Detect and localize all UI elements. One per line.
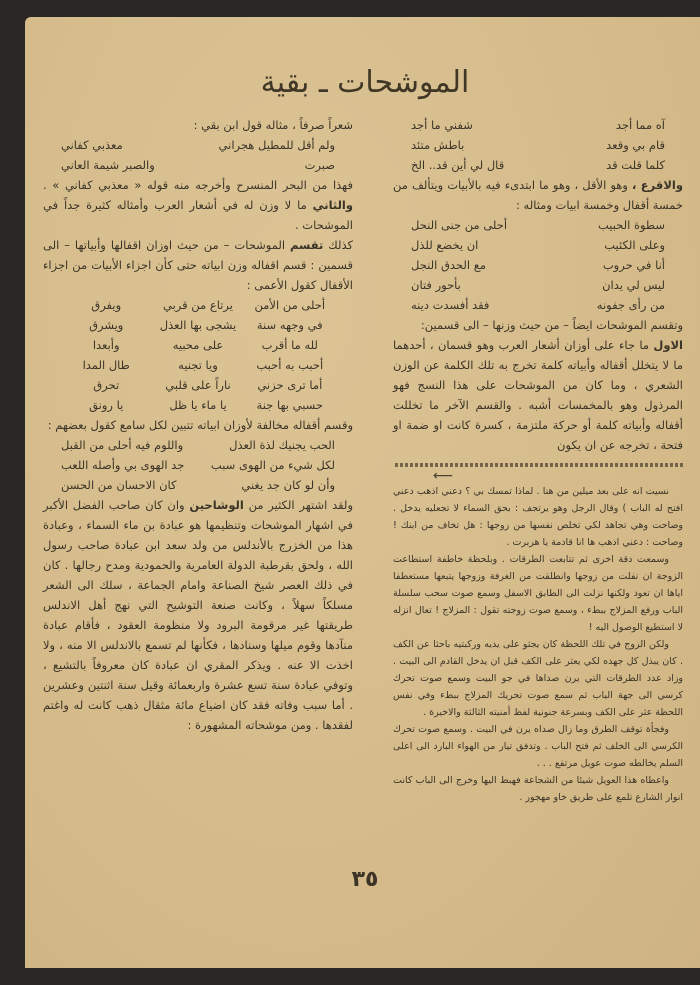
- verse-line: وعلى الكئيب ان يخضع للذل: [411, 238, 665, 252]
- paragraph: ولقد اشتهر الكثير من الوشاحين وان كان صاحب الفضل الأكبر في اشهار الموشحات وتنظيمها هو عبادة بن ماء السماء ، وعبادة هذا من الخزرج بالأندلس من ولد سعد ابن عبادة صاحب رسول الله ، ولحق بقرطبة الدولة العامرية والحمودية ومدح رجالها . كان في ذلك العصر شيخ الصناعة وامام الجماعة ، سلك الى الشعر مسلكاً سهلاً ، وكانت صنعة التوشيح التي نهج أهل الاندلس طريقتها غير مرقومة البرود ولا منظومة العقود ، فأقام عبادة منآدها وقوم ميلها وسنادها ، فكأنها لم تسمع بالاندلس الا منه ، ولا اخذت الا عنه . ويذكر المقري ان عبادة كان معروفاً بالتشيع ، وتوفي عبادة سنة تسع عشرة واربعمائة وقيل سنة اثنتين وعشرين . أما سبب وفاته فقد كان اضياع مائة مثقال ذهب كانت له واغتم لفقدها . ومن موشحاته المشهورة :: [43, 498, 353, 732]
- poem-excerpt-3: [43, 135, 353, 175]
- paragraph: وتقسم الموشحات ايضاً – من حيث وزنها – الى قسمين:: [420, 318, 683, 332]
- poem-excerpt-5: [43, 435, 353, 495]
- left-column: [43, 115, 353, 735]
- verse-line: قام بي وقعد باطش متئد: [411, 138, 665, 152]
- verse-line: أحلى من الأمن يرتاع من قربي ويفرق: [91, 298, 326, 312]
- poem-excerpt-4: [43, 295, 353, 415]
- verse-line: أنا في حروب مع الحدق النجل: [411, 258, 665, 272]
- continued-story: [393, 483, 683, 806]
- paragraph: شعراً صرفاً ، مثاله قول ابن بقي :: [193, 118, 353, 132]
- story-paragraph: وسمعت دقة اخرى ثم تتابعت الطرقات . وبلحظة خاطفة استطاعت الزوجة ان تفلت من زوجها وانطلقت من الغرفة وزوجها يتبعها مستعطفا اياها ان تعود ولكنها نزلت الى الطابق الاسفل وسمع صوت سحب سلسلة الباب ورفع المزلاج ببطء ، وسمع صوت زوجته تقول : المزلاج ! تعال انزله لا استطيع الوصول اليه !: [393, 554, 683, 633]
- paragraph: والاقرع ، وهو الأقل ، وهو ما ابتدىء فيه بالأبيات ويتألف من خمسة أقفال وخمسة ابيات ومثاله :: [393, 178, 683, 212]
- section-divider: [393, 463, 683, 467]
- verse-line: لله ما أقرب على محبيه وأبعدا: [92, 338, 318, 352]
- verse-line: الحب يجنيك لذة العذل واللوم فيه أحلى من القبل: [61, 438, 335, 452]
- verse-line: ولم أقل للمطيل هجراني معذبي كفاني: [61, 138, 335, 152]
- story-paragraph: نسيت انه على بعد ميلين من هنا . لماذا تمسك بي ؟ دعني اذهب دعني افتح له الباب ) وقال الرجل وهو يرتجف : بحق السماء لا تجعليه يدخل . وصاحت وهي تجاهد لكي تخلص نفسها من زوجها : هل تخاف من ابنك ! وصاحت : دعني اذهب ها انا قادمة يا هربرت .: [393, 486, 683, 548]
- right-column: [393, 115, 683, 806]
- verse-line: كلما قلت قد قال لي أين قد.. الخ: [411, 158, 665, 172]
- poem-excerpt-2: [393, 215, 683, 315]
- verse-line: لكل شيء من الهوى سبب جد الهوى بي وأصله اللعب: [61, 458, 335, 472]
- verse-line: أما ترى حزني ناراً على قلبي تحرق: [93, 378, 323, 392]
- verse-line: حسبي بها جنة يا ماء يا ظل يا رونق: [89, 398, 324, 412]
- verse-line: سطوة الحبيب أحلى من جنى النحل: [411, 218, 665, 232]
- story-paragraph: وفجأة توقف الطرق وما زال صداه يرن في البيت . وسمع صوت تحرك الكرسي الى الخلف ثم فتح الباب . وتدفق تيار من الهواء البارد الى اعلى السلم يخالطه صوت عويل مرتفع . . .: [393, 724, 683, 769]
- paragraph: الاول ما جاء على أوزان أشعار العرب وهو قسمان ، أحدهما ما لا يتخلل أقفاله وأبياته كلمة تخرج به تلك الكلمة عن الوزن الشعري ، وما كان من الموشحات على هذا النسج فهو المرذول وهو بالمخمسات أشبه . والقسم الآخر ما تخللت أقفاله وأبياته كلمة أو حركة ملتزمة ، كسرة كانت او ضمة او فتحة ، تخرجه عن ان يكون: [393, 338, 683, 452]
- verse-line: صبرت والصبر شيمة العاني: [61, 158, 335, 172]
- verse-line: آه مما أجد شفني ما أجد: [411, 118, 665, 132]
- verse-line: في وجهه سنة يشجى بها العذل ويشرق: [89, 318, 323, 332]
- verse-line: من رأى جفونه فقد أفسدت دينه: [411, 298, 665, 312]
- page-number: ٣٥: [351, 867, 379, 892]
- verse-line: وأن لو كان جد يغني كان الاحسان من الحسن: [61, 478, 335, 492]
- continued-arrow-icon: ⟵: [433, 468, 454, 484]
- magazine-page: [25, 17, 700, 968]
- verse-line: ليس لي يدان بأحور فتان: [411, 278, 665, 292]
- verse-line: أحبب به أحبب ويا تجنيه طال المدا: [82, 358, 324, 372]
- story-paragraph: واعطاه هذا العويل شيئا من الشجاعة فهبط اليها وخرج الى الباب كانت انوار الشارع تلمع على طريق خاو مهجور .: [393, 775, 683, 803]
- story-paragraph: ولكن الزوج في تلك اللحظة كان يجثو على يديه وركبتيه باحثا عن الكف . كان يبذل كل جهده لكي يعثر على الكف قبل ان يدخل القادم الى البيت . وزاد عدد الطرقات التي يرن صداها في جو البيت وسمع صوت تحرك كرسي الى جهة الباب ثم سمع صوت تحريك المزلاج ببطء وفي نفس اللحظة عثر على الكف وبسرعة جنونية لفظ أمنيته الثالثة والاخيرة .: [393, 639, 683, 718]
- paragraph: كذلك تقسم الموشحات – من حيث اوزان اقفالها وأبياتها – الى قسمين : قسم اقفاله وزن ابياته حتى كأن اجزاء الأبيات من اجزاء الأقفال كقول الأعمى :: [43, 238, 353, 292]
- paragraph: فهذا من البحر المنسرح وأخرجه منه قوله « معذبي كفاني » . والثاني ما لا وزن له في أشعار العرب وأمثاله كثيرة جداً في الموشحات .: [43, 178, 353, 232]
- article-title: الموشحات ـ بقية: [260, 65, 470, 100]
- paragraph: وقسم أقفاله مخالفة لأوزان ابياته تتبين لكل سامع كقول بعضهم :: [47, 418, 353, 432]
- poem-excerpt-1: [393, 115, 683, 175]
